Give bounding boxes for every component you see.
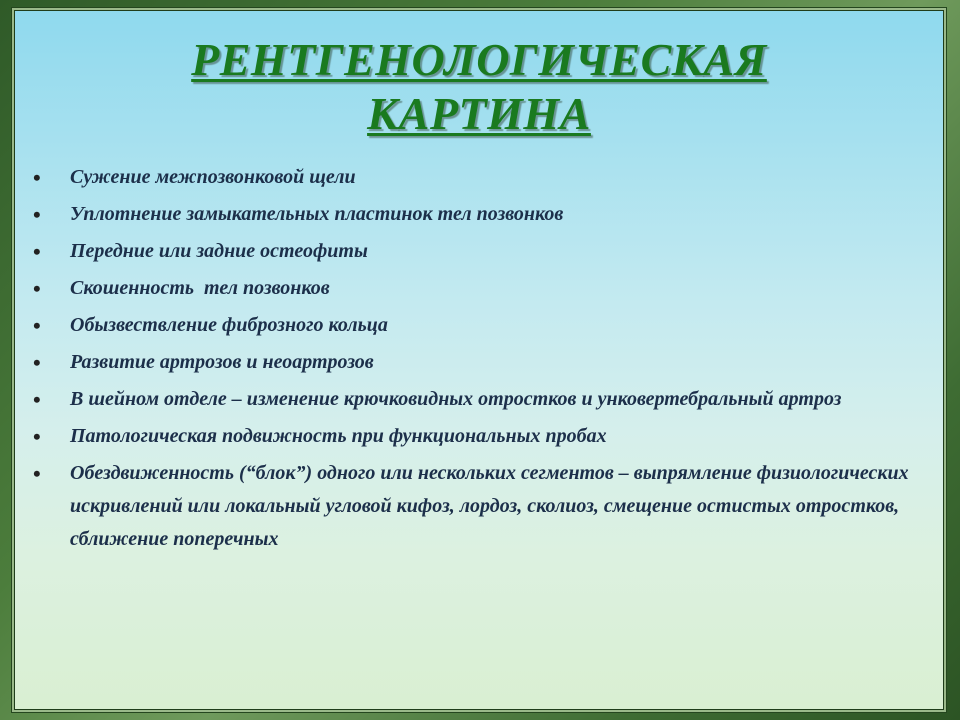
list-item bbox=[33, 346, 913, 379]
bullet-list bbox=[33, 161, 913, 560]
bullet-icon: • bbox=[33, 202, 41, 227]
title-line-2: КАРТИНА bbox=[367, 88, 591, 139]
list-item-text: Развитие артрозов и неоартрозов bbox=[70, 351, 374, 373]
bullet-icon: • bbox=[33, 387, 41, 412]
list-item-text: Обызвествление фиброзного кольца bbox=[70, 314, 388, 336]
list-item bbox=[33, 420, 913, 453]
slide-background bbox=[15, 11, 943, 709]
list-item-text: Сужение межпозвонковой щели bbox=[70, 166, 356, 188]
bullet-icon: • bbox=[33, 313, 41, 338]
list-item-text: Передние или задние остеофиты bbox=[70, 240, 368, 262]
list-item-text: Уплотнение замыкательных пластинок тел позвонков bbox=[70, 203, 564, 225]
list-item bbox=[33, 457, 913, 556]
list-item-text: Обездвиженность (“блок”) одного или нескольких сегментов – выпрямление физиологических искривлений или локальный угловой кифоз, лордоз, сколиоз, смещение остистых отростков, сближение поперечных bbox=[70, 462, 909, 550]
list-item-text: Скошенность тел позвонков bbox=[70, 277, 330, 299]
list-item-text: В шейном отделе – изменение крючковидных отростков и унковертебральный артроз bbox=[70, 388, 842, 410]
list-item bbox=[33, 383, 913, 416]
bullet-icon: • bbox=[33, 350, 41, 375]
list-item bbox=[33, 198, 913, 231]
list-item bbox=[33, 235, 913, 268]
bullet-icon: • bbox=[33, 165, 41, 190]
page-title bbox=[15, 33, 943, 141]
list-item bbox=[33, 272, 913, 305]
list-item bbox=[33, 161, 913, 194]
bullet-icon: • bbox=[33, 239, 41, 264]
bullet-icon: • bbox=[33, 276, 41, 301]
title-line-1: РЕНТГЕНОЛОГИЧЕСКАЯ bbox=[191, 34, 767, 85]
list-item-text: Патологическая подвижность при функциональных пробах bbox=[70, 425, 607, 447]
bullet-icon: • bbox=[33, 424, 41, 449]
bullet-icon: • bbox=[33, 461, 41, 486]
list-item bbox=[33, 309, 913, 342]
